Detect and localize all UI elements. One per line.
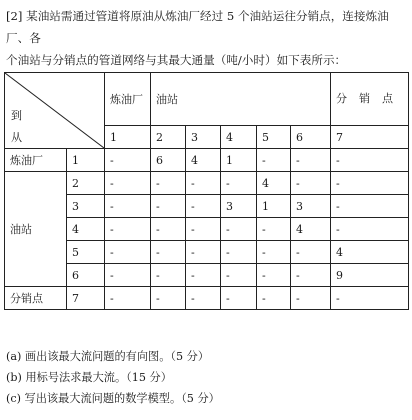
capacity-cell: - xyxy=(105,195,151,218)
row-number: 2 xyxy=(67,172,105,195)
corner-to-label: 到 xyxy=(11,109,22,122)
capacity-cell: - xyxy=(221,172,257,195)
capacity-cell: - xyxy=(186,172,221,195)
col-number: 1 xyxy=(105,126,151,149)
capacity-cell: - xyxy=(331,287,409,310)
capacity-cell: - xyxy=(151,264,186,287)
capacity-cell: - xyxy=(151,287,186,310)
capacity-cell: - xyxy=(221,287,257,310)
capacity-cell: - xyxy=(221,241,257,264)
table-row xyxy=(5,149,409,172)
capacity-cell: - xyxy=(105,218,151,241)
capacity-cell: 6 xyxy=(151,149,186,172)
capacity-cell: - xyxy=(186,218,221,241)
table-row xyxy=(5,287,409,310)
corner-from-label: 从 xyxy=(11,131,22,144)
table-row xyxy=(5,172,409,195)
capacity-cell: 3 xyxy=(221,195,257,218)
question-list xyxy=(6,346,220,409)
capacity-cell: - xyxy=(221,264,257,287)
capacity-cell: - xyxy=(105,172,151,195)
row-number: 5 xyxy=(67,241,105,264)
row-number: 7 xyxy=(67,287,105,310)
capacity-cell: - xyxy=(105,264,151,287)
capacity-cell: - xyxy=(257,149,291,172)
row-number: 4 xyxy=(67,218,105,241)
row-number: 6 xyxy=(67,264,105,287)
capacity-cell: 4 xyxy=(291,218,331,241)
capacity-cell: - xyxy=(291,287,331,310)
capacity-cell: - xyxy=(151,218,186,241)
capacity-cell: - xyxy=(331,195,409,218)
header-row-groups xyxy=(5,73,409,126)
capacity-cell: - xyxy=(331,218,409,241)
capacity-cell: - xyxy=(291,172,331,195)
capacity-cell: 1 xyxy=(257,195,291,218)
col-number: 7 xyxy=(331,126,409,149)
col-group-distributor-label: 分销点 xyxy=(336,92,406,105)
capacity-cell: - xyxy=(186,241,221,264)
col-group-refinery: 炼油厂 xyxy=(105,73,151,126)
capacity-cell: 1 xyxy=(221,149,257,172)
capacity-cell: - xyxy=(105,149,151,172)
capacity-cell: - xyxy=(186,264,221,287)
capacity-cell: - xyxy=(257,241,291,264)
capacity-cell: - xyxy=(105,287,151,310)
capacity-cell: 9 xyxy=(331,264,409,287)
capacity-cell: - xyxy=(257,287,291,310)
col-number: 4 xyxy=(221,126,257,149)
capacity-cell: - xyxy=(331,172,409,195)
capacity-cell: 4 xyxy=(257,172,291,195)
col-group-stations: 油站 xyxy=(151,73,331,126)
capacity-cell: - xyxy=(105,241,151,264)
capacity-cell: - xyxy=(257,218,291,241)
capacity-cell: - xyxy=(151,172,186,195)
capacity-cell: 3 xyxy=(291,195,331,218)
capacity-cell: - xyxy=(186,195,221,218)
capacity-cell: - xyxy=(291,264,331,287)
question-item: (b) 用标号法求最大流。（15 分） xyxy=(6,371,172,384)
capacity-cell: 4 xyxy=(331,241,409,264)
capacity-cell: - xyxy=(291,149,331,172)
corner-cell xyxy=(5,73,105,149)
row-group-distributor: 分销点 xyxy=(5,287,67,310)
capacity-cell: - xyxy=(151,195,186,218)
question-item: (c) 写出该最大流问题的数学模型。（5 分） xyxy=(6,392,220,405)
row-group-refinery: 炼油厂 xyxy=(5,149,67,172)
col-number: 5 xyxy=(257,126,291,149)
capacity-cell: - xyxy=(221,218,257,241)
capacity-cell: - xyxy=(291,241,331,264)
col-number: 2 xyxy=(151,126,186,149)
row-number: 3 xyxy=(67,195,105,218)
row-group-stations: 油站 xyxy=(5,172,67,287)
problem-statement xyxy=(6,5,410,71)
col-group-distributor xyxy=(331,73,409,126)
capacity-cell: - xyxy=(151,241,186,264)
capacity-cell: - xyxy=(186,287,221,310)
problem-statement-line-2: 个油站与分销点的管道网络与其最大通量（吨/小时）如下表所示： xyxy=(6,53,347,67)
problem-statement-line-1: [2] 某油站需通过管道将原油从炼油厂经过 5 个油站运往分销点，连接炼油厂、各 xyxy=(6,9,389,45)
row-number: 1 xyxy=(67,149,105,172)
pipeline-capacity-table xyxy=(4,72,409,310)
capacity-cell: - xyxy=(257,264,291,287)
col-number: 6 xyxy=(291,126,331,149)
capacity-cell: 4 xyxy=(186,149,221,172)
question-item: (a) 画出该最大流问题的有向图。（5 分） xyxy=(6,350,210,363)
capacity-cell: - xyxy=(331,149,409,172)
col-number: 3 xyxy=(186,126,221,149)
